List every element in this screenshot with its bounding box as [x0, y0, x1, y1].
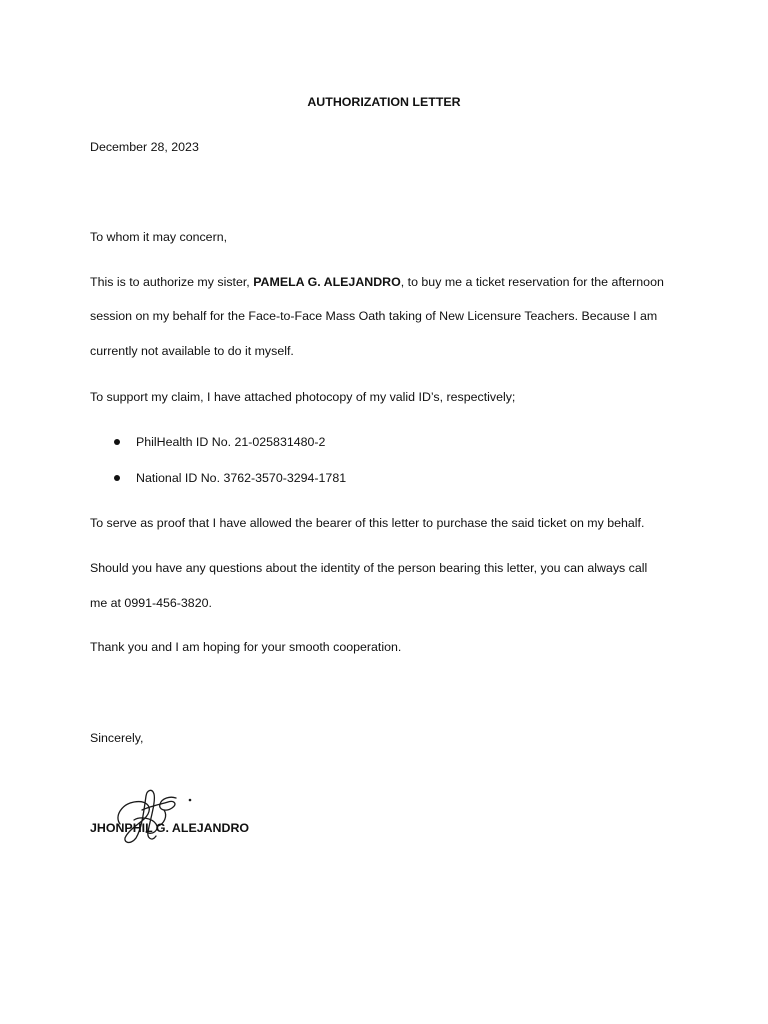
signature-image — [112, 780, 202, 850]
signatory-name: JHONPHIL G. ALEJANDRO — [90, 821, 250, 835]
paragraph-questions-line-1: Should you have any questions about the identity of the person bearing this letter, you can always call — [90, 561, 648, 575]
authorization-suffix: , to buy me a ticket reservation for the afternoon — [400, 275, 664, 289]
letter-title: AUTHORIZATION LETTER — [307, 95, 461, 109]
paragraph-proof: To serve as proof that I have allowed the bearer of this letter to purchase the said ticket on my behalf. — [90, 516, 645, 530]
id-item-text: National ID No. 3762-3570-3294-1781 — [136, 471, 347, 485]
paragraph-authorization-line-2: session on my behalf for the Face-to-Face Mass Oath taking of New Licensure Teachers. Because I am — [90, 309, 658, 323]
authorized-person-name: PAMELA G. ALEJANDRO — [253, 275, 401, 289]
paragraph-questions-line-2: me at 0991-456-3820. — [90, 596, 212, 610]
id-item-text: PhilHealth ID No. 21-025831480-2 — [136, 435, 326, 449]
letter-date: December 28, 2023 — [90, 140, 199, 154]
salutation: To whom it may concern, — [90, 230, 228, 244]
paragraph-thanks: Thank you and I am hoping for your smooth cooperation. — [90, 640, 402, 654]
closing: Sincerely, — [90, 731, 144, 745]
bullet-icon — [114, 439, 120, 445]
bullet-icon — [114, 475, 120, 481]
paragraph-support: To support my claim, I have attached photocopy of my valid ID’s, respectively; — [90, 390, 516, 404]
authorization-prefix: This is to authorize my sister, — [90, 275, 254, 289]
paragraph-authorization-line-3: currently not available to do it myself. — [90, 344, 294, 358]
paragraph-authorization-line-1 — [90, 274, 664, 290]
